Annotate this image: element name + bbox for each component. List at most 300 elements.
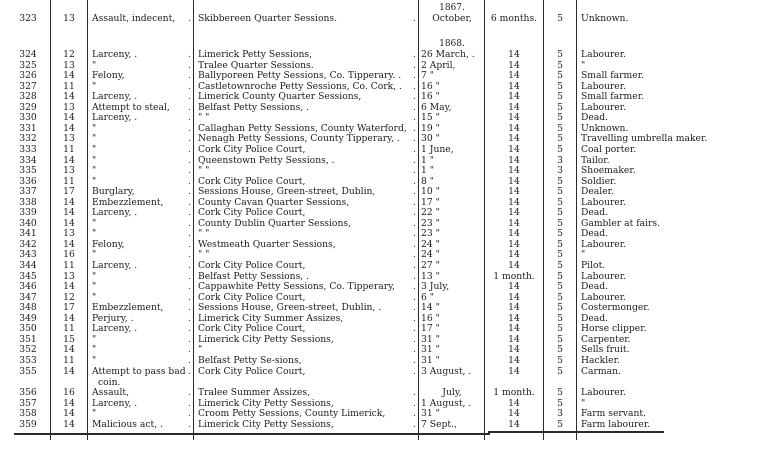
cell-offence: Larceny, . xyxy=(92,260,138,271)
cell-record-number: 336 xyxy=(19,175,37,187)
cell-sentence: 14 xyxy=(508,418,520,430)
cell-sentence: 14 xyxy=(508,260,520,271)
cell-age: 14 xyxy=(63,238,75,250)
cell-offence: Assault, xyxy=(92,387,130,399)
cell-court: Ballyporeen Petty Sessions, Co. Tipperary. . xyxy=(198,70,402,82)
cell-sentence: 14 xyxy=(508,397,520,409)
cell-occupation: " xyxy=(581,397,586,409)
cell-court: Skibbereen Quarter Sessions. xyxy=(198,13,338,24)
cell-age: 14 xyxy=(63,154,75,166)
cell-years: 5 xyxy=(557,228,563,240)
leader-dot: . xyxy=(188,260,191,271)
cell-offence: Larceny, . xyxy=(92,397,138,409)
cell-court: Limerick County Quarter Sessions, xyxy=(198,91,362,103)
cell-age: 15 xyxy=(63,333,75,345)
leader-dot: . xyxy=(188,70,191,82)
cell-sentence: 14 xyxy=(508,238,520,250)
cell-record-number: 357 xyxy=(19,397,37,409)
cell-years: 5 xyxy=(557,143,563,155)
cell-sentence: 6 months. xyxy=(490,13,538,24)
leader-dot: . xyxy=(188,397,191,409)
cell-date: 16 " xyxy=(421,312,440,324)
cell-occupation: Dead. xyxy=(581,207,609,219)
leader-dot: . xyxy=(413,397,416,409)
cell-record-number: 327 xyxy=(19,80,37,92)
cell-court: Queenstown Petty Sessions, . xyxy=(198,154,335,166)
cell-court: Westmeath Quarter Sessions, xyxy=(198,238,336,250)
cell-record-number: 344 xyxy=(19,260,37,271)
leader-dot: . xyxy=(413,408,416,420)
cell-occupation: Hackler. xyxy=(581,354,620,366)
cell-occupation: Labourer. xyxy=(581,49,627,60)
cell-record-number: 340 xyxy=(19,217,37,229)
cell-record-number: 348 xyxy=(19,302,37,314)
cell-sentence: 14 xyxy=(508,228,520,240)
leader-dot: . xyxy=(413,143,416,155)
cell-court: Cork City Police Court, xyxy=(198,143,306,155)
leader-dot: . xyxy=(413,112,416,124)
leader-dot: . xyxy=(188,13,191,24)
cell-offence: Perjury, . xyxy=(92,312,134,324)
cell-offence: Larceny, . xyxy=(92,207,138,219)
cell-date: 1 " xyxy=(421,154,434,166)
leader-dot: . xyxy=(188,143,191,155)
cell-offence: Felony, xyxy=(92,70,125,82)
cell-court: Nenagh Petty Sessions, County Tipperary, . xyxy=(198,133,400,145)
cell-sentence: 14 xyxy=(508,217,520,229)
cell-court: Sessions House, Green-street, Dublin, . xyxy=(198,302,382,314)
cell-years: 5 xyxy=(557,354,563,366)
cell-date: 31 " xyxy=(421,408,440,420)
cell-years: 5 xyxy=(557,70,563,82)
cell-sentence: 14 xyxy=(508,101,520,113)
cell-date: 1 June, xyxy=(421,143,454,155)
cell-age: 11 xyxy=(63,260,75,271)
cell-date: 26 March, . xyxy=(421,49,475,60)
leader-dot: . xyxy=(188,312,191,324)
leader-dot: . xyxy=(188,302,191,314)
cell-occupation: Farm servant. xyxy=(581,408,646,420)
cell-date: 7 " xyxy=(421,70,434,82)
cell-offence: Felony, xyxy=(92,238,125,250)
cell-years: 5 xyxy=(557,397,563,409)
cell-sentence: 14 xyxy=(508,365,520,377)
cell-court: Limerick City Petty Sessions, xyxy=(198,418,334,430)
cell-occupation: " xyxy=(581,59,586,71)
cell-court: Tralee Summer Assizes, xyxy=(198,387,311,399)
leader-dot: . xyxy=(188,418,191,430)
cell-age: 13 xyxy=(63,270,75,282)
cell-record-number: 343 xyxy=(19,249,37,261)
cell-age: 16 xyxy=(63,249,75,261)
cell-date: 16 " xyxy=(421,80,440,92)
cell-record-number: 331 xyxy=(19,122,37,134)
cell-years: 5 xyxy=(557,49,563,60)
cell-occupation: Soldier. xyxy=(581,175,617,187)
cell-years: 3 xyxy=(557,408,563,420)
cell-date: 14 " xyxy=(421,302,440,314)
cell-age: 11 xyxy=(63,80,75,92)
cell-court: Limerick City Petty Sessions, xyxy=(198,333,334,345)
cell-offence: " xyxy=(92,59,97,71)
leader-dot: . xyxy=(188,49,191,60)
leader-dot: . xyxy=(413,13,416,24)
cell-years: 3 xyxy=(557,165,563,177)
cell-offence: " xyxy=(92,354,97,366)
cell-date: 27 " xyxy=(421,260,440,271)
cell-age: 14 xyxy=(63,312,75,324)
cell-record-number: 329 xyxy=(19,101,37,113)
cell-offence: " xyxy=(92,154,97,166)
cell-age: 14 xyxy=(63,91,75,103)
leader-dot: . xyxy=(413,238,416,250)
cell-offence: " xyxy=(92,165,97,177)
leader-dot: . xyxy=(188,270,191,282)
leader-dot: . xyxy=(188,80,191,92)
cell-years: 5 xyxy=(557,281,563,293)
cell-age: 17 xyxy=(63,302,75,314)
cell-court: " " xyxy=(198,228,210,240)
leader-dot: . xyxy=(413,291,416,303)
leader-dot: . xyxy=(188,175,191,187)
leader-dot: . xyxy=(413,260,416,271)
cell-date: 22 " xyxy=(421,207,440,219)
cell-date: 24 " xyxy=(421,249,440,261)
leader-dot: . xyxy=(188,249,191,261)
cell-date: 24 " xyxy=(421,238,440,250)
cell-offence: " xyxy=(92,217,97,229)
cell-years: 5 xyxy=(557,344,563,356)
leader-dot: . xyxy=(188,238,191,250)
cell-record-number: 342 xyxy=(19,238,37,250)
cell-occupation: Labourer. xyxy=(581,80,627,92)
cell-date: 6 May, xyxy=(421,101,452,113)
leader-dot: . xyxy=(188,91,191,103)
cell-court: Limerick City Petty Sessions, xyxy=(198,397,334,409)
cell-occupation: Labourer. xyxy=(581,270,627,282)
cell-sentence: 14 xyxy=(508,249,520,261)
cell-years: 5 xyxy=(557,312,563,324)
cell-date: 23 " xyxy=(421,228,440,240)
cell-date: July, xyxy=(442,387,462,399)
cell-age: 13 xyxy=(63,165,75,177)
cell-occupation: Dead. xyxy=(581,281,609,293)
cell-record-number: 328 xyxy=(19,91,37,103)
cell-record-number: 345 xyxy=(19,270,37,282)
cell-court: Callaghan Petty Sessions, County Waterford, xyxy=(198,122,407,134)
leader-dot: . xyxy=(413,196,416,208)
cell-sentence: 1 month. xyxy=(493,270,535,282)
cell-years: 3 xyxy=(557,154,563,166)
cell-years: 5 xyxy=(557,270,563,282)
cell-offence: " xyxy=(92,143,97,155)
cell-age: 16 xyxy=(63,387,75,399)
cell-date: 13 " xyxy=(421,270,440,282)
cell-age: 14 xyxy=(63,397,75,409)
cell-offence: " xyxy=(92,291,97,303)
cell-age: 14 xyxy=(63,112,75,124)
cell-years: 5 xyxy=(557,207,563,219)
leader-dot: . xyxy=(413,323,416,335)
cell-age: 13 xyxy=(63,13,75,24)
cell-court: Cork City Police Court, xyxy=(198,365,306,377)
cell-age: 14 xyxy=(63,122,75,134)
cell-occupation: Unknown. xyxy=(581,13,629,24)
cell-occupation: Pilot. xyxy=(581,260,606,271)
cell-record-number: 356 xyxy=(19,387,37,399)
cell-date: 31 " xyxy=(421,344,440,356)
cell-date: 30 " xyxy=(421,133,440,145)
cell-offence: " xyxy=(92,344,97,356)
cell-sentence: 1 month. xyxy=(493,387,535,399)
cell-age: 17 xyxy=(63,186,75,198)
cell-years: 5 xyxy=(557,186,563,198)
cell-years: 5 xyxy=(557,323,563,335)
cell-age: 13 xyxy=(63,133,75,145)
cell-record-number: 350 xyxy=(19,323,37,335)
leader-dot: . xyxy=(413,270,416,282)
leader-dot: . xyxy=(188,101,191,113)
cell-court: Belfast Petty Se-sions, xyxy=(198,354,302,366)
cell-date: 16 " xyxy=(421,91,440,103)
leader-dot: . xyxy=(188,291,191,303)
leader-dot: . xyxy=(413,249,416,261)
cell-sentence: 14 xyxy=(508,281,520,293)
cell-record-number: 352 xyxy=(19,344,37,356)
cell-offence: " xyxy=(92,175,97,187)
cell-date: 1 August, . xyxy=(421,397,472,409)
cell-years: 5 xyxy=(557,387,563,399)
cell-record-number: 323 xyxy=(19,13,37,24)
leader-dot: . xyxy=(188,133,191,145)
cell-occupation: Travelling umbrella maker. xyxy=(581,133,708,145)
leader-dot: . xyxy=(413,59,416,71)
cell-age: 14 xyxy=(63,344,75,356)
cell-age: 11 xyxy=(63,354,75,366)
cell-age: 14 xyxy=(63,207,75,219)
cell-record-number: 341 xyxy=(19,228,37,240)
cell-court: Cork City Police Court, xyxy=(198,291,306,303)
cell-court: County Cavan Quarter Sessions, xyxy=(198,196,350,208)
leader-dot: . xyxy=(413,228,416,240)
cell-years: 5 xyxy=(557,260,563,271)
cell-sentence: 14 xyxy=(508,408,520,420)
cell-record-number: 346 xyxy=(19,281,37,293)
cell-date: 6 " xyxy=(421,291,434,303)
cell-years: 5 xyxy=(557,122,563,134)
cell-age: 14 xyxy=(63,281,75,293)
leader-dot: . xyxy=(413,387,416,399)
cell-offence: Assault, indecent, xyxy=(92,13,176,24)
cell-occupation: Farm labourer. xyxy=(581,418,651,430)
cell-sentence: 14 xyxy=(508,122,520,134)
cell-sentence: 14 xyxy=(508,112,520,124)
cell-record-number: 325 xyxy=(19,59,37,71)
cell-court: Belfast Petty Sessions, . xyxy=(198,101,310,113)
cell-record-number: 338 xyxy=(19,196,37,208)
leader-dot: . xyxy=(413,302,416,314)
cell-record-number: 335 xyxy=(19,165,37,177)
cell-occupation: Dead. xyxy=(581,312,609,324)
cell-age: 11 xyxy=(63,323,75,335)
cell-date: 23 " xyxy=(421,217,440,229)
cell-offence: " xyxy=(92,408,97,420)
leader-dot: . xyxy=(413,101,416,113)
cell-offence: " xyxy=(92,228,97,240)
cell-court: Croom Petty Sessions, County Limerick, xyxy=(198,408,386,420)
leader-dot: . xyxy=(413,186,416,198)
cell-record-number: 334 xyxy=(19,154,37,166)
cell-years: 5 xyxy=(557,133,563,145)
cell-offence: Larceny, . xyxy=(92,49,138,60)
cell-offence: Burglary, xyxy=(92,186,135,198)
cell-sentence: 14 xyxy=(508,312,520,324)
cell-offence: " xyxy=(92,270,97,282)
cell-record-number: 333 xyxy=(19,143,37,155)
cell-court: Sessions House, Green-street, Dublin, xyxy=(198,186,376,198)
leader-dot: . xyxy=(413,217,416,229)
cell-years: 5 xyxy=(557,13,563,24)
cell-years: 5 xyxy=(557,91,563,103)
cell-sentence: 14 xyxy=(508,175,520,187)
table-row xyxy=(0,365,762,388)
leader-dot: . xyxy=(188,186,191,198)
cell-court: Belfast Petty Sessions, . xyxy=(198,270,310,282)
cell-occupation: Dead. xyxy=(581,228,609,240)
cell-age: 14 xyxy=(63,196,75,208)
leader-dot: . xyxy=(413,122,416,134)
cell-offence: " xyxy=(92,80,97,92)
bottom-rule xyxy=(14,433,490,435)
cell-sentence: 14 xyxy=(508,333,520,345)
year-label-1867: 1867. xyxy=(439,3,465,13)
leader-dot: . xyxy=(413,333,416,345)
cell-sentence: 14 xyxy=(508,91,520,103)
cell-sentence: 14 xyxy=(508,291,520,303)
cell-occupation: Unknown. xyxy=(581,122,629,134)
cell-years: 5 xyxy=(557,418,563,430)
cell-offence: Larceny, . xyxy=(92,112,138,124)
leader-dot: . xyxy=(413,344,416,356)
cell-sentence: 14 xyxy=(508,323,520,335)
leader-dot: . xyxy=(188,344,191,356)
cell-date: 31 " xyxy=(421,333,440,345)
cell-offence: " xyxy=(92,249,97,261)
cell-age: 13 xyxy=(63,228,75,240)
cell-years: 5 xyxy=(557,302,563,314)
cell-record-number: 358 xyxy=(19,408,37,420)
cell-offence: Embezzlement, xyxy=(92,196,164,208)
cell-occupation: Sells fruit. xyxy=(581,344,630,356)
cell-record-number: 355 xyxy=(19,365,37,377)
cell-occupation: " xyxy=(581,249,586,261)
leader-dot: . xyxy=(413,133,416,145)
cell-occupation: Shoemaker. xyxy=(581,165,636,177)
leader-dot: . xyxy=(413,312,416,324)
leader-dot: . xyxy=(188,207,191,219)
cell-court: " " xyxy=(198,249,210,261)
cell-years: 5 xyxy=(557,80,563,92)
cell-offence: Larceny, . xyxy=(92,323,138,335)
cell-date: 3 July, xyxy=(421,281,450,293)
cell-sentence: 14 xyxy=(508,70,520,82)
leader-dot: . xyxy=(188,154,191,166)
cell-age: 11 xyxy=(63,175,75,187)
cell-sentence: 14 xyxy=(508,344,520,356)
leader-dot: . xyxy=(188,228,191,240)
cell-occupation: Small farmer. xyxy=(581,91,645,103)
cell-date: 7 Sept., xyxy=(421,418,457,430)
cell-sentence: 14 xyxy=(508,196,520,208)
cell-age: 14 xyxy=(63,418,75,430)
cell-occupation: Dealer. xyxy=(581,186,614,198)
cell-occupation: Carman. xyxy=(581,365,621,377)
cell-years: 5 xyxy=(557,101,563,113)
leader-dot: . xyxy=(413,418,416,430)
cell-occupation: Small farmer. xyxy=(581,70,645,82)
bottom-rule xyxy=(488,431,664,433)
cell-occupation: Labourer. xyxy=(581,291,627,303)
cell-record-number: 359 xyxy=(19,418,37,430)
cell-age: 11 xyxy=(63,143,75,155)
cell-offence: " xyxy=(92,122,97,134)
cell-years: 5 xyxy=(557,217,563,229)
cell-age: 13 xyxy=(63,59,75,71)
leader-dot: . xyxy=(188,122,191,134)
cell-offence: Attempt to steal, xyxy=(92,101,170,113)
leader-dot: . xyxy=(188,59,191,71)
cell-age: 12 xyxy=(63,49,75,60)
cell-court: Cork City Police Court, xyxy=(198,260,306,271)
cell-age: 14 xyxy=(63,365,75,377)
cell-offence: Attempt to pass bad xyxy=(92,365,186,377)
cell-occupation: Labourer. xyxy=(581,238,627,250)
cell-age: 13 xyxy=(63,101,75,113)
cell-record-number: 324 xyxy=(19,49,37,60)
cell-years: 5 xyxy=(557,112,563,124)
cell-record-number: 339 xyxy=(19,207,37,219)
cell-court: County Dublin Quarter Sessions, xyxy=(198,217,352,229)
cell-date: 31 " xyxy=(421,354,440,366)
cell-age: 14 xyxy=(63,70,75,82)
leader-dot: . xyxy=(188,281,191,293)
leader-dot: . xyxy=(188,196,191,208)
cell-court: Limerick City Summer Assizes, xyxy=(198,312,344,324)
leader-dot: . xyxy=(413,354,416,366)
cell-record-number: 330 xyxy=(19,112,37,124)
cell-sentence: 14 xyxy=(508,133,520,145)
cell-date: 17 " xyxy=(421,196,440,208)
leader-dot: . xyxy=(413,49,416,60)
cell-years: 5 xyxy=(557,196,563,208)
cell-court: Cork City Police Court, xyxy=(198,323,306,335)
leader-dot: . xyxy=(188,333,191,345)
cell-occupation: Dead. xyxy=(581,112,609,124)
cell-age: 14 xyxy=(63,408,75,420)
cell-record-number: 353 xyxy=(19,354,37,366)
cell-date: 3 August, . xyxy=(421,365,472,377)
cell-offence: " xyxy=(92,333,97,345)
leader-dot: . xyxy=(413,80,416,92)
leader-dot: . xyxy=(188,112,191,124)
leader-dot: . xyxy=(413,91,416,103)
cell-sentence: 14 xyxy=(508,354,520,366)
cell-court: Limerick Petty Sessions, xyxy=(198,49,313,60)
leader-dot: . xyxy=(413,175,416,187)
cell-occupation: Labourer. xyxy=(581,196,627,208)
cell-sentence: 14 xyxy=(508,80,520,92)
cell-sentence: 14 xyxy=(508,186,520,198)
